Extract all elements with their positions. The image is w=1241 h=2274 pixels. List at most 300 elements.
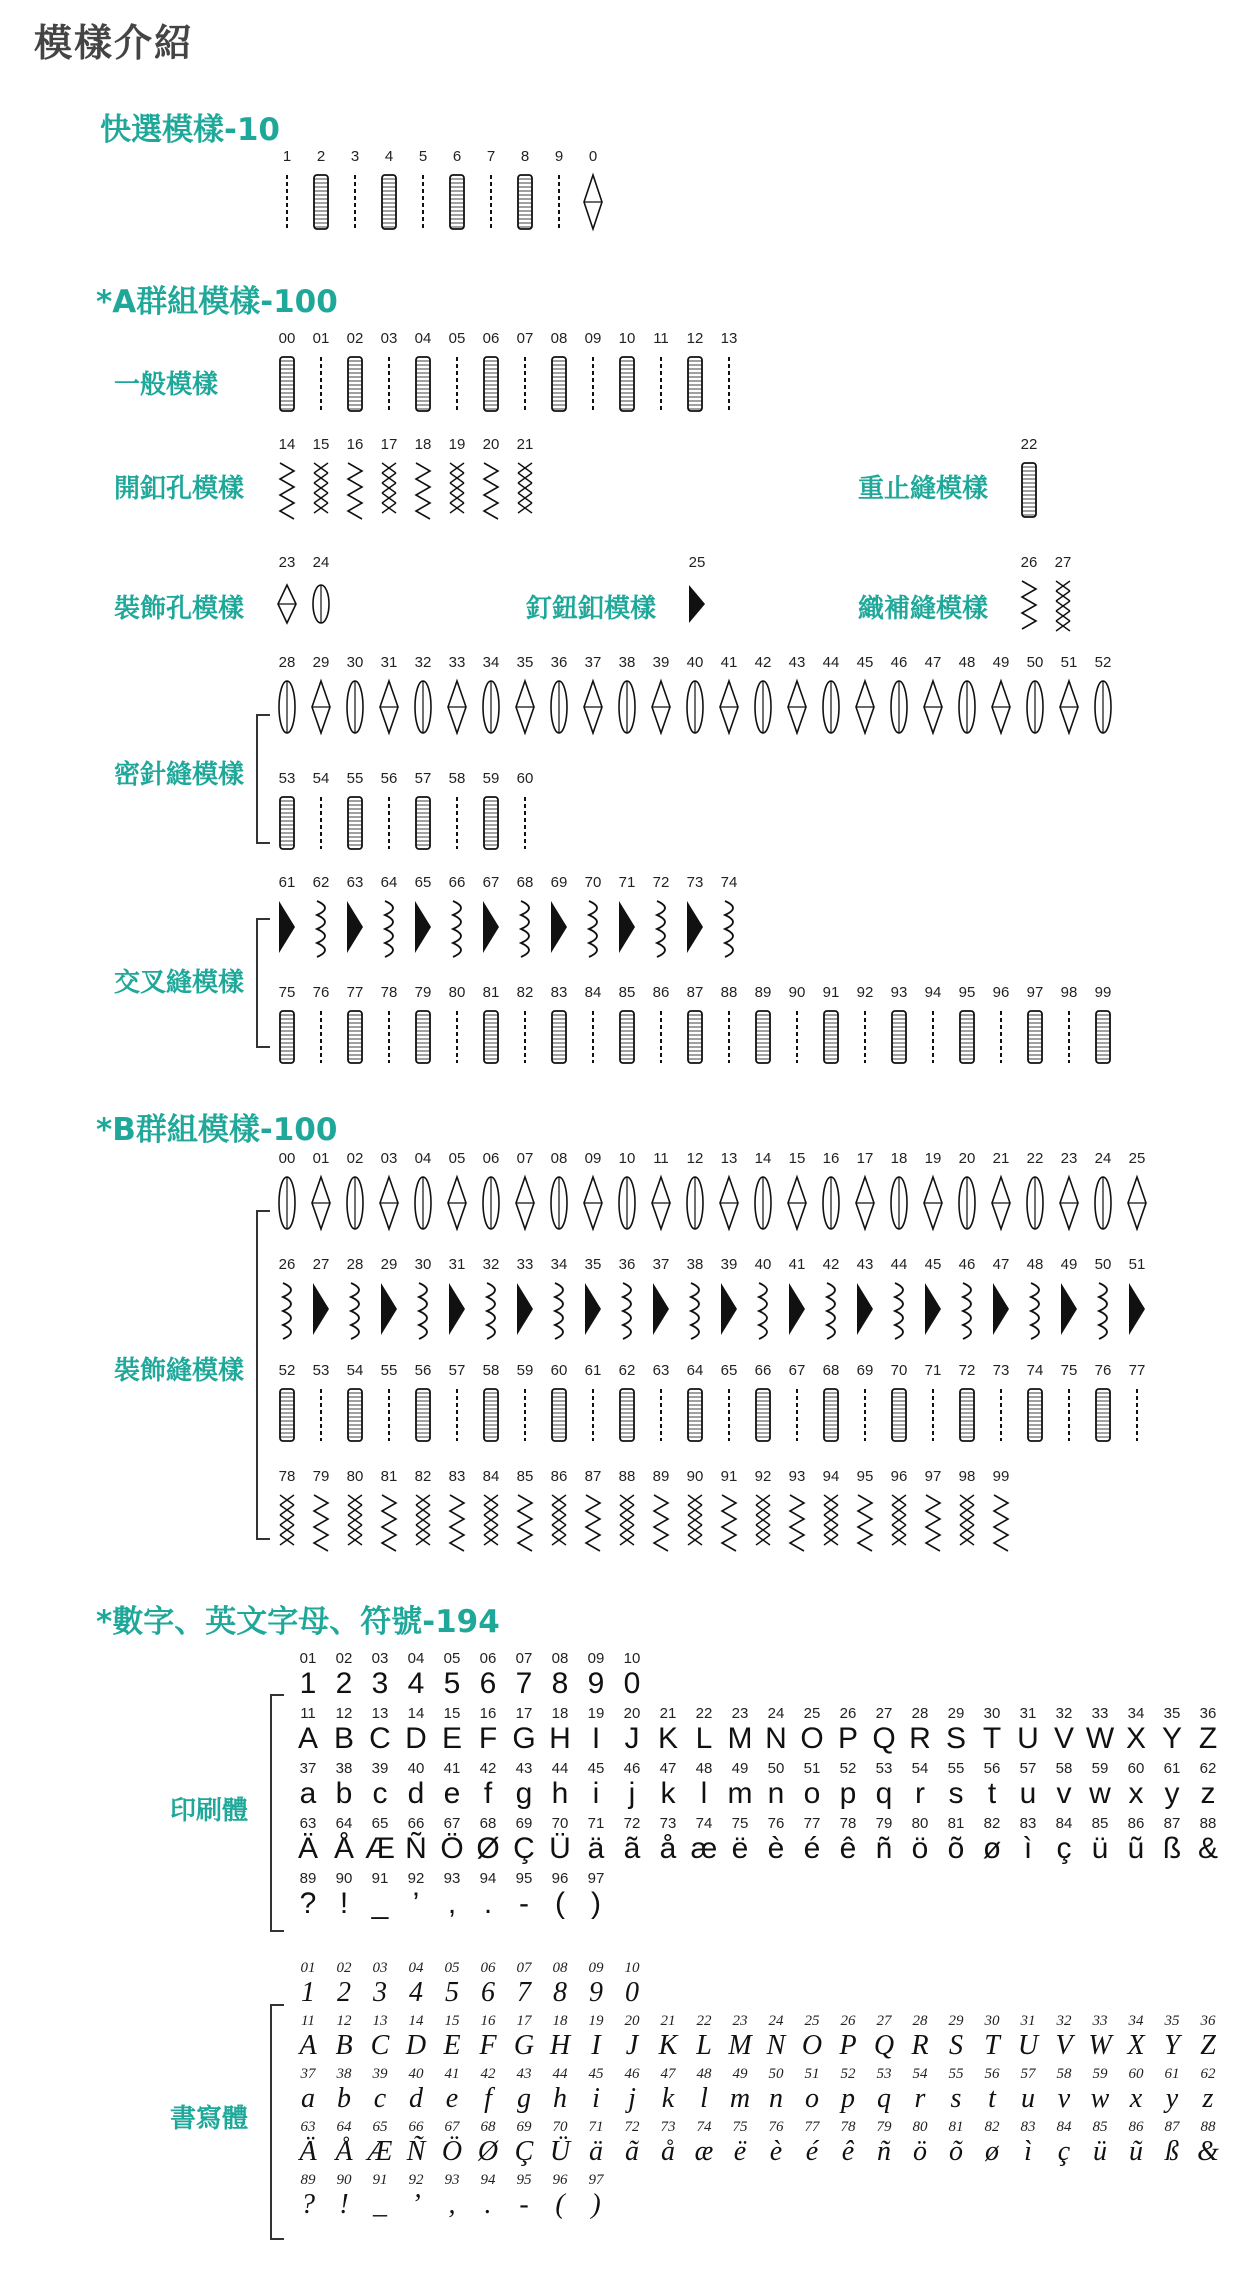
pattern-number: 28 (346, 1256, 364, 1273)
stitch-pattern-icon (304, 457, 338, 523)
pattern-number: 66 (754, 1362, 772, 1379)
char-number: 43 (516, 2066, 532, 2082)
char-number: 79 (876, 2119, 892, 2135)
char-number: 15 (443, 1705, 461, 1722)
stitch-pattern-icon (304, 579, 338, 629)
pattern-number: 57 (414, 770, 432, 787)
pattern-number: 26 (1020, 554, 1038, 571)
char-number: 40 (408, 2066, 424, 2082)
pattern-number: 84 (584, 984, 602, 1001)
char-glyph: n (769, 2083, 783, 2114)
char-glyph: t (987, 1777, 997, 1810)
char-glyph: 5 (443, 1667, 461, 1700)
char-glyph: R (909, 1722, 931, 1755)
char-row (290, 2066, 1226, 2115)
char-glyph: ñ (875, 1832, 893, 1865)
char-number: 31 (1019, 1705, 1037, 1722)
b-row-2 (270, 1256, 1154, 1341)
char-glyph: ) (591, 2189, 601, 2220)
char-glyph: T (982, 1722, 1002, 1755)
char-number: 24 (768, 2013, 784, 2029)
a-buttonhole-row (270, 436, 542, 523)
label-satin: 密針縫模樣 (114, 760, 245, 790)
stitch-pattern-icon (950, 1171, 984, 1235)
stitch-pattern-icon (950, 1489, 984, 1553)
stitch-pattern-icon (848, 1277, 882, 1341)
stitch-pattern-icon (440, 351, 474, 417)
stitch-pattern-icon (916, 1383, 950, 1447)
section-chars-title: *數字、英文字母、符號-194 (96, 1604, 500, 1640)
stitch-pattern-icon (542, 1171, 576, 1235)
char-number: 61 (1163, 1760, 1181, 1777)
pattern-number: 55 (380, 1362, 398, 1379)
pattern-number: 32 (482, 1256, 500, 1273)
char-number: 87 (1164, 2119, 1180, 2135)
pattern-number: 97 (1026, 984, 1044, 1001)
char-glyph: ! (339, 2189, 349, 2220)
b-row-4 (270, 1468, 1018, 1553)
stitch-pattern-icon (984, 1277, 1018, 1341)
char-glyph: ñ (877, 2136, 891, 2167)
pattern-number: 08 (550, 330, 568, 347)
pattern-number: 83 (448, 1468, 466, 1485)
char-number: 46 (624, 2066, 640, 2082)
pattern-number: 74 (1026, 1362, 1044, 1379)
stitch-pattern-icon (576, 675, 610, 739)
char-glyph: 8 (551, 1667, 569, 1700)
char-number: 19 (587, 1705, 605, 1722)
char-number: 09 (587, 1650, 605, 1667)
char-glyph: 3 (373, 1977, 387, 2008)
pattern-number: 02 (346, 1150, 364, 1167)
char-glyph: O (800, 1722, 824, 1755)
pattern-number: 40 (686, 654, 704, 671)
section-group-b-title: *B群組模樣-100 (96, 1112, 338, 1148)
pattern-number: 06 (482, 1150, 500, 1167)
stitch-pattern-icon (1046, 575, 1080, 635)
pattern-number: 64 (380, 874, 398, 891)
char-glyph: p (841, 2083, 855, 2114)
stitch-pattern-icon (304, 1383, 338, 1447)
char-glyph: Ñ (406, 2136, 426, 2167)
pattern-number: 19 (924, 1150, 942, 1167)
pattern-number: 39 (652, 654, 670, 671)
char-number: 48 (695, 1760, 713, 1777)
char-glyph: ä (587, 1832, 605, 1865)
char-glyph: s (948, 1777, 964, 1810)
char-glyph: . (483, 1887, 493, 1920)
pattern-number: 20 (958, 1150, 976, 1167)
char-number: 29 (947, 1705, 965, 1722)
stitch-pattern-icon (372, 675, 406, 739)
char-glyph: i (592, 2083, 600, 2114)
char-glyph: - (519, 1887, 529, 1920)
pattern-number: 37 (584, 654, 602, 671)
char-number: 87 (1163, 1815, 1181, 1832)
pattern-number: 17 (856, 1150, 874, 1167)
char-number: 40 (407, 1760, 425, 1777)
stitch-pattern-icon (406, 1005, 440, 1069)
char-number: 69 (515, 1815, 533, 1832)
stitch-pattern-icon (406, 457, 440, 523)
bracket-script (270, 2004, 284, 2240)
pattern-number: 54 (312, 770, 330, 787)
stitch-pattern-icon (304, 351, 338, 417)
char-glyph: M (727, 1722, 753, 1755)
stitch-pattern-icon (270, 1005, 304, 1069)
pattern-number: 98 (958, 1468, 976, 1485)
pattern-number: 00 (278, 330, 296, 347)
pattern-number: 84 (482, 1468, 500, 1485)
char-glyph: h (551, 1777, 569, 1810)
pattern-number: 52 (1094, 654, 1112, 671)
pattern-number: 25 (1128, 1150, 1146, 1167)
char-number: 39 (371, 1760, 389, 1777)
char-glyph: 2 (337, 1977, 351, 2008)
stitch-pattern-icon (406, 169, 440, 235)
pattern-number: 16 (346, 436, 364, 453)
char-glyph: H (549, 2030, 571, 2061)
stitch-pattern-icon (1052, 675, 1086, 739)
char-number: 52 (840, 2066, 856, 2082)
stitch-pattern-icon (984, 1171, 1018, 1235)
char-glyph: å (661, 2136, 675, 2167)
stitch-pattern-icon (508, 1489, 542, 1553)
char-glyph: E (441, 1722, 462, 1755)
char-number: 57 (1020, 2066, 1036, 2082)
char-glyph: c (372, 1777, 388, 1810)
stitch-pattern-icon (440, 1005, 474, 1069)
char-glyph: & (1197, 1832, 1218, 1865)
stitch-pattern-icon (542, 169, 576, 235)
pattern-number: 56 (380, 770, 398, 787)
stitch-pattern-icon (474, 1171, 508, 1235)
char-glyph: è (769, 2136, 783, 2167)
pattern-number: 81 (380, 1468, 398, 1485)
char-number: 61 (1164, 2066, 1180, 2082)
stitch-pattern-icon (270, 579, 304, 629)
stitch-pattern-icon (1120, 1277, 1154, 1341)
pattern-number: 38 (618, 654, 636, 671)
char-glyph: Å (335, 2136, 353, 2167)
pattern-number: 47 (924, 654, 942, 671)
pattern-number: 96 (890, 1468, 908, 1485)
stitch-pattern-icon (576, 1489, 610, 1553)
stitch-pattern-icon (882, 1277, 916, 1341)
bracket-decorative (256, 1210, 270, 1540)
stitch-pattern-icon (406, 791, 440, 855)
char-glyph: 4 (407, 1667, 425, 1700)
stitch-pattern-icon (508, 895, 542, 959)
char-glyph: é (805, 2136, 819, 2167)
stitch-pattern-icon (746, 1383, 780, 1447)
pattern-number: 93 (890, 984, 908, 1001)
label-script: 書寫體 (170, 2104, 249, 2134)
pattern-number: 03 (380, 1150, 398, 1167)
char-number: 63 (299, 1815, 317, 1832)
pattern-number: 69 (856, 1362, 874, 1379)
char-number: 13 (372, 2013, 388, 2029)
stitch-pattern-icon (304, 1171, 338, 1235)
char-glyph: õ (949, 2136, 963, 2167)
pattern-number: 46 (958, 1256, 976, 1273)
quick-row (270, 148, 610, 235)
pattern-number: 80 (448, 984, 466, 1001)
stitch-pattern-icon (304, 675, 338, 739)
char-number: 11 (300, 1705, 316, 1722)
label-buttonhole: 開釦孔模樣 (114, 474, 245, 504)
char-glyph: J (624, 1722, 640, 1755)
stitch-pattern-icon (474, 1383, 508, 1447)
pattern-number: 42 (754, 654, 772, 671)
char-number: 86 (1128, 2119, 1144, 2135)
stitch-pattern-icon (338, 895, 372, 959)
char-glyph: m (727, 1777, 753, 1810)
stitch-pattern-icon (610, 675, 644, 739)
char-glyph: W (1085, 1722, 1115, 1755)
char-glyph: Ø (476, 1832, 500, 1865)
stitch-pattern-icon (644, 1277, 678, 1341)
stitch-pattern-icon (576, 1005, 610, 1069)
pattern-number: 31 (380, 654, 398, 671)
char-number: 76 (767, 1815, 785, 1832)
pattern-number: 3 (350, 148, 360, 165)
char-number: 88 (1199, 1815, 1217, 1832)
char-number: 08 (551, 1650, 569, 1667)
char-glyph: n (767, 1777, 785, 1810)
stitch-pattern-icon (270, 1383, 304, 1447)
char-number: 27 (876, 2013, 892, 2029)
char-glyph: b (335, 1777, 353, 1810)
pattern-number: 94 (822, 1468, 840, 1485)
stitch-pattern-icon (984, 675, 1018, 739)
char-glyph: K (657, 1722, 678, 1755)
char-number: 92 (408, 2172, 424, 2188)
char-glyph: Ø (477, 2136, 499, 2167)
char-glyph: t (988, 2083, 996, 2114)
char-number: 54 (911, 1760, 929, 1777)
stitch-pattern-icon (576, 169, 610, 235)
stitch-pattern-icon (916, 1005, 950, 1069)
char-number: 20 (624, 2013, 640, 2029)
char-glyph: 1 (299, 1667, 317, 1700)
stitch-pattern-icon (610, 1277, 644, 1341)
a-bartack-row (1012, 436, 1046, 523)
pattern-number: 04 (414, 330, 432, 347)
char-number: 97 (588, 2172, 604, 2188)
stitch-pattern-icon (678, 895, 712, 959)
char-glyph: , (447, 1887, 457, 1920)
stitch-pattern-icon (508, 169, 542, 235)
pattern-number: 0 (588, 148, 598, 165)
char-glyph: Q (872, 1722, 896, 1755)
char-glyph: j (628, 1777, 636, 1810)
char-number: 07 (515, 1650, 533, 1667)
char-glyph: ö (913, 2136, 927, 2167)
pattern-number: 2 (316, 148, 326, 165)
char-number: 47 (659, 1760, 677, 1777)
stitch-pattern-icon (1052, 1171, 1086, 1235)
stitch-pattern-icon (338, 675, 372, 739)
char-glyph: d (407, 1777, 425, 1810)
stitch-pattern-icon (916, 1489, 950, 1553)
char-glyph: D (405, 1722, 427, 1755)
stitch-pattern-icon (372, 1005, 406, 1069)
char-glyph: e (443, 1777, 461, 1810)
stitch-pattern-icon (440, 791, 474, 855)
char-glyph: Ä (299, 2136, 317, 2167)
char-number: 36 (1199, 1705, 1217, 1722)
pattern-number: 24 (312, 554, 330, 571)
pattern-number: 95 (856, 1468, 874, 1485)
stitch-pattern-icon (984, 1005, 1018, 1069)
char-number: 80 (911, 1815, 929, 1832)
stitch-pattern-icon (1086, 1383, 1120, 1447)
char-number: 58 (1055, 1760, 1073, 1777)
char-number: 25 (804, 2013, 820, 2029)
char-number: 50 (767, 1760, 785, 1777)
pattern-number: 17 (380, 436, 398, 453)
stitch-pattern-icon (644, 1005, 678, 1069)
stitch-pattern-icon (508, 457, 542, 523)
stitch-pattern-icon (304, 1489, 338, 1553)
stitch-pattern-icon (474, 457, 508, 523)
char-glyph: ì (1024, 2136, 1032, 2167)
stitch-pattern-icon (440, 675, 474, 739)
pattern-number: 18 (890, 1150, 908, 1167)
stitch-pattern-icon (372, 1489, 406, 1553)
char-glyph: M (728, 2030, 752, 2061)
char-glyph: 9 (589, 1977, 603, 2008)
char-glyph: I (591, 2030, 601, 2061)
pattern-number: 13 (720, 1150, 738, 1167)
stitch-pattern-icon (270, 457, 304, 523)
pattern-number: 04 (414, 1150, 432, 1167)
pattern-number: 72 (652, 874, 670, 891)
stitch-pattern-icon (644, 675, 678, 739)
char-number: 86 (1127, 1815, 1145, 1832)
pattern-number: 1 (282, 148, 292, 165)
char-glyph: i (592, 1777, 600, 1810)
stitch-pattern-icon (678, 1489, 712, 1553)
pattern-number: 43 (856, 1256, 874, 1273)
char-glyph: y (1164, 1777, 1180, 1810)
pattern-number: 06 (482, 330, 500, 347)
char-number: 71 (587, 1815, 605, 1832)
char-glyph: a (301, 2083, 315, 2114)
stitch-pattern-icon (406, 1277, 440, 1341)
stitch-pattern-icon (780, 1489, 814, 1553)
pattern-number: 55 (346, 770, 364, 787)
stitch-pattern-icon (644, 1489, 678, 1553)
stitch-pattern-icon (848, 1383, 882, 1447)
pattern-number: 67 (788, 1362, 806, 1379)
stitch-pattern-icon (678, 675, 712, 739)
stitch-pattern-icon (338, 1277, 372, 1341)
pattern-number: 86 (550, 1468, 568, 1485)
stitch-pattern-icon (338, 1383, 372, 1447)
stitch-pattern-icon (746, 1489, 780, 1553)
pattern-number: 11 (653, 1150, 669, 1167)
stitch-pattern-icon (372, 351, 406, 417)
char-glyph: ì (1023, 1832, 1033, 1865)
char-number: 75 (731, 1815, 749, 1832)
char-glyph: å (659, 1832, 677, 1865)
char-glyph: Z (1198, 1722, 1218, 1755)
char-number: 24 (767, 1705, 785, 1722)
char-number: 38 (335, 1760, 353, 1777)
pattern-number: 60 (550, 1362, 568, 1379)
pattern-number: 78 (380, 984, 398, 1001)
char-glyph: 9 (587, 1667, 605, 1700)
pattern-number: 90 (788, 984, 806, 1001)
char-number: 22 (696, 2013, 712, 2029)
char-number: 78 (840, 2119, 856, 2135)
stitch-pattern-icon (338, 351, 372, 417)
char-glyph: x (1128, 1777, 1144, 1810)
stitch-pattern-icon (304, 895, 338, 959)
char-number: 21 (660, 2013, 676, 2029)
pattern-number: 51 (1128, 1256, 1146, 1273)
char-number: 70 (551, 1815, 569, 1832)
char-glyph: U (1017, 2030, 1039, 2061)
stitch-pattern-icon (270, 169, 304, 235)
char-row (290, 1870, 1226, 1921)
stitch-pattern-icon (814, 675, 848, 739)
char-glyph: 5 (445, 1977, 459, 2008)
char-number: 85 (1091, 1815, 1109, 1832)
char-number: 62 (1200, 2066, 1216, 2082)
script-table (290, 1960, 1226, 2225)
stitch-pattern-icon (474, 1277, 508, 1341)
char-number: 36 (1200, 2013, 1216, 2029)
stitch-pattern-icon (440, 457, 474, 523)
char-glyph: Æ (367, 2136, 393, 2167)
char-number: 23 (732, 2013, 748, 2029)
char-glyph: v (1056, 1777, 1072, 1810)
char-number: 42 (480, 2066, 496, 2082)
char-number: 03 (371, 1650, 389, 1667)
char-number: 37 (299, 1760, 317, 1777)
char-number: 34 (1127, 1705, 1145, 1722)
char-number: 10 (624, 1960, 640, 1976)
pattern-number: 09 (584, 330, 602, 347)
char-number: 30 (983, 1705, 1001, 1722)
char-glyph: A (299, 2030, 317, 2061)
char-number: 34 (1128, 2013, 1144, 2029)
stitch-pattern-icon (1086, 675, 1120, 739)
stitch-pattern-icon (712, 675, 746, 739)
char-glyph: m (729, 2083, 751, 2114)
stitch-pattern-icon (508, 791, 542, 855)
char-glyph: T (984, 2030, 1000, 2061)
pattern-number: 92 (856, 984, 874, 1001)
char-glyph: 0 (623, 1667, 641, 1700)
pattern-number: 64 (686, 1362, 704, 1379)
stitch-pattern-icon (848, 675, 882, 739)
stitch-pattern-icon (882, 1005, 916, 1069)
char-glyph: b (337, 2083, 351, 2114)
a-cross-row-1 (270, 874, 746, 959)
char-number: 55 (948, 2066, 964, 2082)
char-glyph: ü (1093, 2136, 1107, 2167)
char-number: 27 (875, 1705, 893, 1722)
char-glyph: X (1125, 1722, 1146, 1755)
char-row (290, 2172, 1226, 2221)
pattern-number: 62 (618, 1362, 636, 1379)
char-glyph: o (805, 2083, 819, 2114)
char-number: 39 (372, 2066, 388, 2082)
